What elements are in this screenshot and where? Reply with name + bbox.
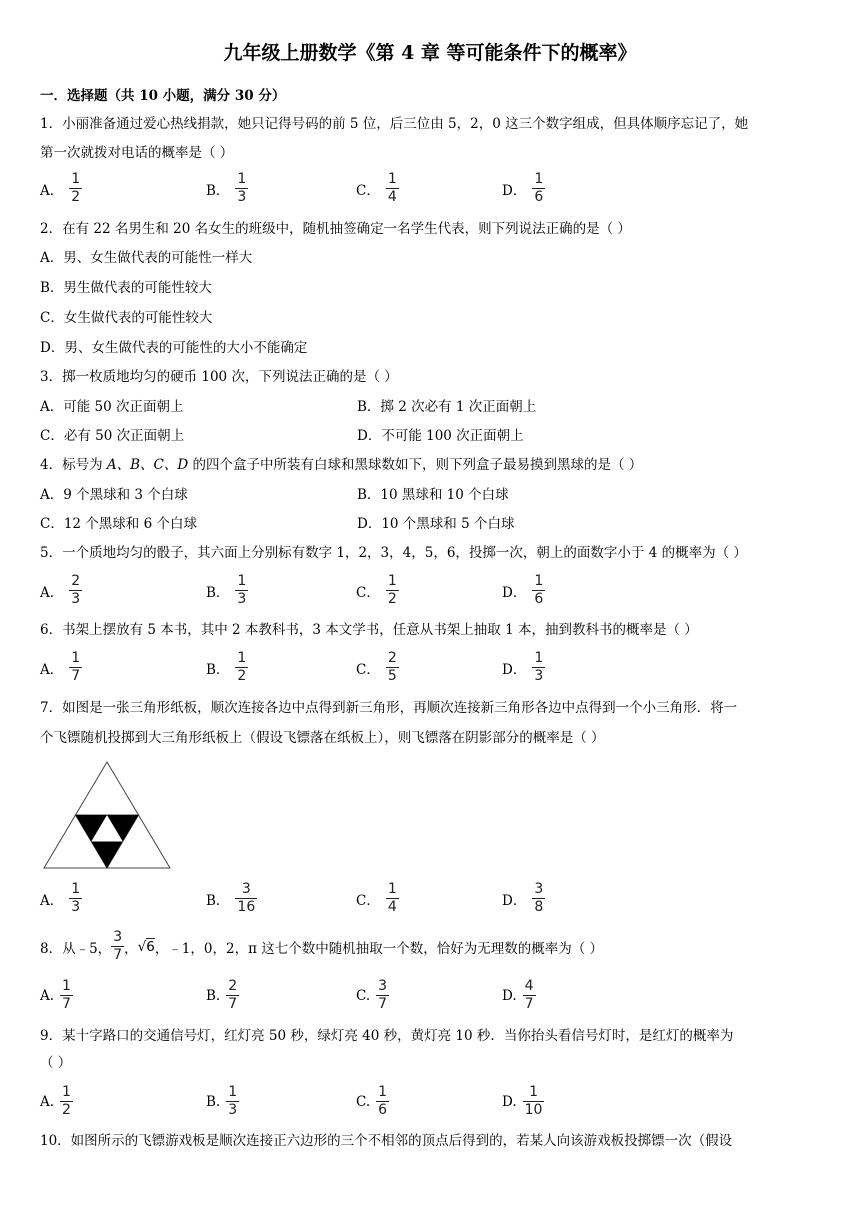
q3-option-c[interactable]: C．必有 50 次正面朝上 [40, 428, 185, 444]
q1-text-line1: 1．小丽准备通过爱心热线捐款，她只记得号码的前 5 位，后三位由 5，2，0 这三个数字组成，但具体顺序忘记了，她 [40, 116, 749, 132]
denominator: 7 [113, 947, 123, 963]
denominator: 7 [378, 996, 388, 1012]
option-label: B． [206, 584, 230, 601]
section-heading: 一．选择题（共 10 小题，满分 30 分） [40, 88, 286, 104]
q8-option-d[interactable] [502, 979, 536, 1012]
denominator: 3 [237, 591, 247, 607]
q4-text-b: 的四个盒子中所装有白球和黑球数如下，则下列盒子最易摸到黑球的是（ ） [188, 457, 643, 473]
sqrt-value: 6 [146, 938, 155, 955]
q7-option-c[interactable] [356, 882, 399, 915]
q9-option-c[interactable] [356, 1085, 389, 1118]
q2-text: 2．在有 22 名男生和 20 名女生的班级中，随机抽签确定一名学生代表，则下列说法正确的是（ ） [40, 221, 631, 237]
q4-text-a: 4．标号为 [40, 457, 107, 473]
fraction [235, 172, 248, 205]
denominator: 2 [62, 1102, 71, 1118]
q8-text [40, 930, 603, 963]
denominator: 3 [71, 899, 81, 915]
sqrt-expression [138, 939, 155, 955]
denominator: 4 [387, 899, 397, 915]
denominator: 7 [62, 996, 71, 1012]
option-label: C. [356, 1093, 371, 1110]
numerator: 1 [378, 1084, 388, 1100]
numerator: 1 [228, 1084, 238, 1100]
fraction [69, 574, 82, 607]
option-label: D． [502, 182, 527, 199]
q4-box-labels: A、B、C、D [106, 457, 189, 473]
denominator: 6 [534, 591, 544, 607]
numerator: 2 [71, 573, 81, 589]
q5-option-c[interactable] [356, 574, 399, 607]
numerator: 1 [534, 171, 544, 187]
q7-option-d[interactable] [502, 882, 545, 915]
fraction [226, 1085, 239, 1118]
q8-option-b[interactable] [206, 979, 239, 1012]
numerator: 3 [378, 978, 388, 994]
q1-option-b[interactable] [206, 172, 248, 205]
q3-text: 3．掷一枚质地均匀的硬币 100 次，下列说法正确的是（ ） [40, 369, 398, 385]
denominator: 3 [534, 668, 544, 684]
fraction [386, 651, 399, 684]
sqrt-sign: √ [137, 938, 147, 955]
option-label: D． [502, 892, 527, 909]
numerator: 1 [534, 573, 544, 589]
q4-option-c[interactable]: C．12 个黑球和 6 个白球 [40, 516, 197, 532]
numerator: 1 [387, 573, 397, 589]
q1-text-line2: 第一次就拨对电话的概率是（ ） [40, 145, 234, 161]
fraction [69, 651, 82, 684]
option-label: A. [40, 987, 55, 1004]
q9-option-d[interactable] [502, 1085, 544, 1118]
denominator: 4 [387, 189, 397, 205]
q7-text-line1: 7．如图是一张三角形纸板，顺次连接各边中点得到新三角形，再顺次连接新三角形各边中点得到一个小三角形．将一 [40, 700, 738, 716]
q5-option-b[interactable] [206, 574, 248, 607]
q8-separator: ， [124, 940, 138, 957]
q1-option-d[interactable] [502, 172, 545, 205]
q6-option-b[interactable] [206, 651, 248, 684]
option-label: D． [502, 584, 527, 601]
option-label: C． [356, 892, 380, 909]
option-label: C． [356, 182, 380, 199]
fraction [386, 172, 399, 205]
q7-option-b[interactable] [206, 882, 257, 915]
numerator: 3 [241, 881, 251, 897]
q1-option-a[interactable] [40, 172, 82, 205]
numerator: 1 [534, 650, 544, 666]
option-label: C. [356, 987, 371, 1004]
fraction [60, 979, 73, 1012]
numerator: 1 [387, 171, 397, 187]
denominator: 3 [228, 1102, 238, 1118]
numerator: 1 [529, 1084, 539, 1100]
q4-option-d[interactable]: D．10 个黑球和 5 个白球 [357, 516, 515, 532]
q8-text-b: ，﹣1，0，2，π 这七个数中随机抽取一个数，恰好为无理数的概率为（ ） [154, 940, 604, 957]
q2-option-a[interactable]: A．男、女生做代表的可能性一样大 [40, 250, 253, 266]
option-label: D. [502, 1093, 517, 1110]
page-title: 九年级上册数学《第 4 章 等可能条件下的概率》 [223, 42, 637, 64]
numerator: 1 [62, 1084, 71, 1100]
q3-option-d[interactable]: D．不可能 100 次正面朝上 [357, 428, 524, 444]
fraction [386, 882, 399, 915]
denominator: 6 [378, 1102, 388, 1118]
denominator: 2 [237, 668, 247, 684]
fraction [376, 979, 389, 1012]
numerator: 3 [113, 929, 123, 945]
q6-option-a[interactable] [40, 651, 82, 684]
q8-text-a: 8．从﹣5， [40, 940, 112, 957]
fraction [235, 882, 257, 915]
denominator: 2 [387, 591, 397, 607]
fraction [235, 651, 248, 684]
fraction [532, 651, 545, 684]
fraction [532, 574, 545, 607]
triangle-figure [42, 760, 172, 872]
numerator: 1 [71, 881, 81, 897]
option-label: B． [206, 892, 230, 909]
fraction [111, 930, 124, 963]
numerator: 1 [71, 171, 81, 187]
option-label: C． [356, 661, 380, 678]
fraction [376, 1085, 389, 1118]
fraction [523, 1085, 545, 1118]
denominator: 10 [524, 1102, 543, 1118]
denominator: 8 [534, 899, 544, 915]
denominator: 2 [71, 189, 81, 205]
q7-text-line2: 个飞镖随机投掷到大三角形纸板上（假设飞镖落在纸板上），则飞镖落在阴影部分的概率是（ ） [40, 730, 605, 746]
q6-option-d[interactable] [502, 651, 545, 684]
q10-text-line1: 10．如图所示的飞镖游戏板是顺次连接正六边形的三个不相邻的顶点后得到的，若某人向该游戏板投掷镖一次（假设 [40, 1133, 733, 1149]
option-label: C． [356, 584, 380, 601]
q5-text: 5．一个质地均匀的骰子，其六面上分别标有数字 1，2，3，4，5，6，投掷一次，朝上的面数字小于 4 的概率为（ ） [40, 545, 747, 561]
option-label: B. [206, 987, 221, 1004]
q8-option-c[interactable] [356, 979, 389, 1012]
q9-text-line2: （ ） [40, 1055, 72, 1071]
fraction [532, 882, 545, 915]
fraction [386, 574, 399, 607]
numerator: 4 [524, 978, 534, 994]
numerator: 1 [237, 171, 247, 187]
option-label: A． [40, 182, 64, 199]
q6-text: 6．书架上摆放有 5 本书，其中 2 本教科书，3 本文学书，任意从书架上抽取 1 本，抽到教科书的概率是（ ） [40, 622, 698, 638]
option-label: D． [502, 661, 527, 678]
option-label: B． [206, 182, 230, 199]
numerator: 1 [237, 573, 247, 589]
denominator: 7 [228, 996, 238, 1012]
fraction [235, 574, 248, 607]
q3-option-a[interactable]: A．可能 50 次正面朝上 [40, 399, 184, 415]
fraction [226, 979, 239, 1012]
numerator: 2 [387, 650, 397, 666]
numerator: 1 [71, 650, 81, 666]
denominator: 5 [387, 668, 397, 684]
q9-text-line1: 9．某十字路口的交通信号灯，红灯亮 50 秒，绿灯亮 40 秒，黄灯亮 10 秒．当你抬头看信号灯时，是红灯的概率为 [40, 1028, 734, 1044]
q4-option-a[interactable]: A．9 个黑球和 3 个白球 [40, 487, 188, 503]
q1-option-c[interactable] [356, 172, 399, 205]
denominator: 7 [524, 996, 534, 1012]
q5-option-a[interactable] [40, 574, 82, 607]
numerator: 1 [387, 881, 397, 897]
fraction [60, 1085, 73, 1118]
numerator: 3 [534, 881, 544, 897]
numerator: 1 [62, 978, 71, 994]
fraction [69, 882, 82, 915]
fraction [532, 172, 545, 205]
fraction [523, 979, 536, 1012]
numerator: 2 [228, 978, 238, 994]
numerator: 1 [237, 650, 247, 666]
fraction [69, 172, 82, 205]
q3-option-b[interactable]: B．掷 2 次必有 1 次正面朝上 [357, 399, 537, 415]
q2-option-c[interactable]: C．女生做代表的可能性较大 [40, 310, 213, 326]
denominator: 16 [237, 899, 256, 915]
q6-option-c[interactable] [356, 651, 399, 684]
q4-option-b[interactable]: B．10 黑球和 10 个白球 [357, 487, 509, 503]
q7-option-a[interactable] [40, 882, 82, 915]
q2-option-b[interactable]: B．男生做代表的可能性较大 [40, 280, 212, 296]
q5-option-d[interactable] [502, 574, 545, 607]
option-label: A． [40, 661, 64, 678]
q2-option-d[interactable]: D．男、女生做代表的可能性的大小不能确定 [40, 340, 308, 356]
option-label: D. [502, 987, 517, 1004]
q4-text [40, 455, 642, 475]
option-label: A． [40, 584, 64, 601]
option-label: B. [206, 1093, 221, 1110]
denominator: 7 [71, 668, 81, 684]
q9-option-a[interactable] [40, 1085, 73, 1118]
q8-option-a[interactable] [40, 979, 73, 1012]
denominator: 6 [534, 189, 544, 205]
option-label: A． [40, 892, 64, 909]
denominator: 3 [237, 189, 247, 205]
denominator: 3 [71, 591, 81, 607]
option-label: B． [206, 661, 230, 678]
q9-option-b[interactable] [206, 1085, 239, 1118]
option-label: A. [40, 1093, 55, 1110]
